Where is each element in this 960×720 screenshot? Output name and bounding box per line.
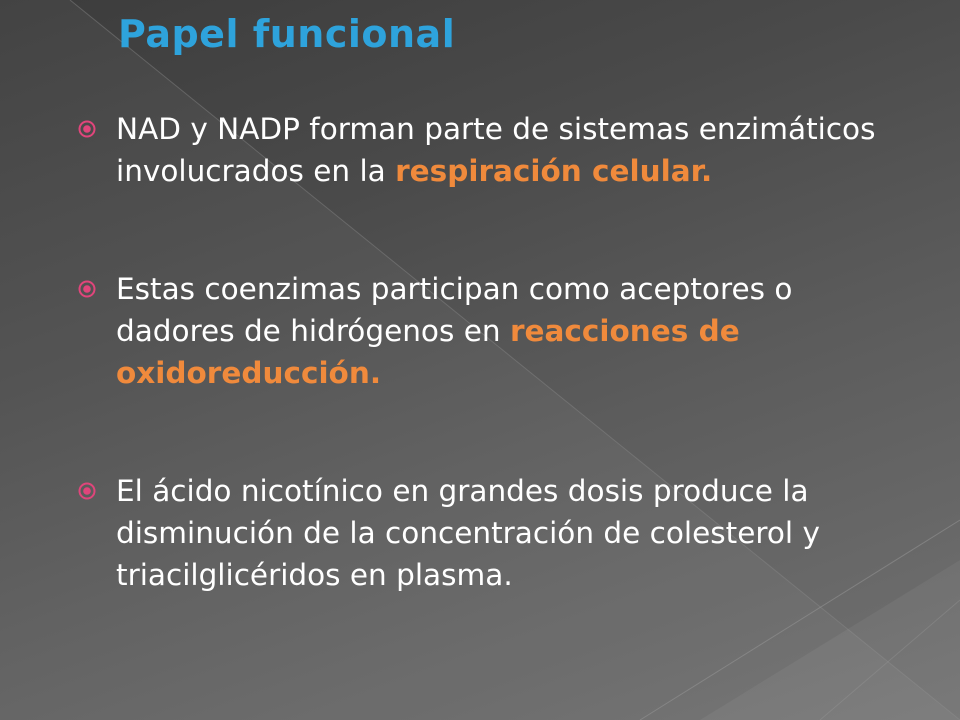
bullet-text: El ácido nicotínico en grandes dosis produce la disminución de la concentración de colesterol y triacilglicéridos en plasma.: [116, 474, 820, 592]
slide-title: Papel funcional: [118, 12, 456, 56]
circled-dot-icon: [78, 280, 96, 298]
bullet-list: [78, 108, 878, 596]
circled-dot-icon: [78, 482, 96, 500]
bullet-text: NAD y NADP forman parte de sistemas enzimáticos involucrados en la: [116, 112, 876, 188]
bullet-item: [78, 268, 878, 394]
circled-dot-icon: [78, 120, 96, 138]
bullet-item: [78, 470, 878, 596]
bullet-highlight: respiración celular.: [395, 154, 713, 188]
bullet-item: [78, 108, 878, 192]
bullet-text: Estas coenzimas participan como aceptores o dadores de hidrógenos en: [116, 272, 793, 348]
bullet-highlight: reacciones de oxidoreducción.: [116, 314, 740, 390]
